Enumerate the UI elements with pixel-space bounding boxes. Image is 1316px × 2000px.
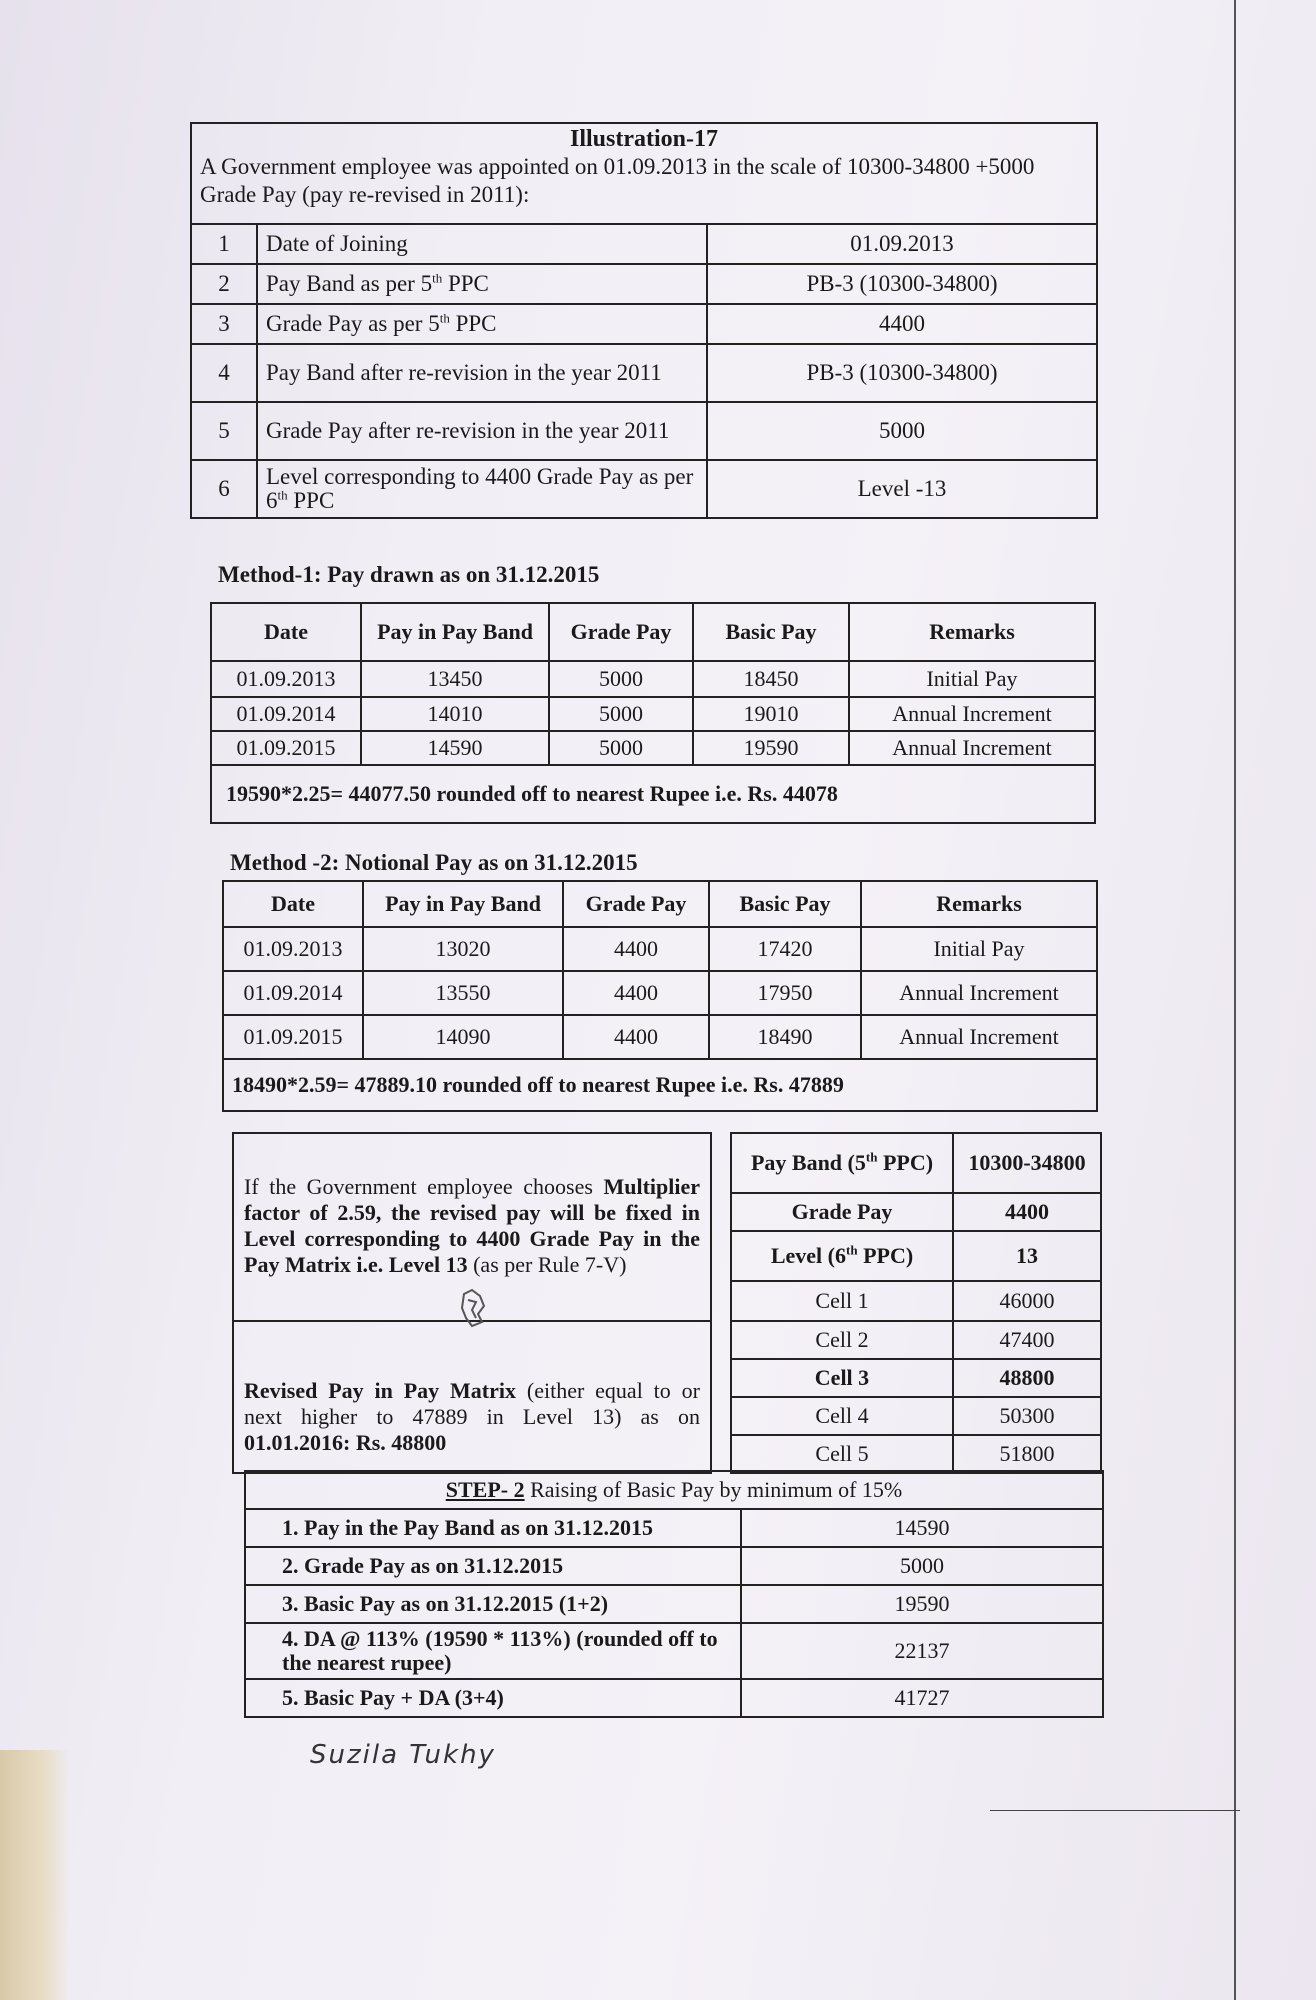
step2-description: Raising of Basic Pay by minimum of 15% [524, 1477, 903, 1502]
table-row [245, 1509, 1103, 1547]
method2-table [222, 880, 1098, 1112]
method2-calculation: 18490*2.59= 47889.10 rounded off to nearest Rupee i.e. Rs. 47889 [223, 1059, 1097, 1111]
cell-date: 01.09.2015 [211, 731, 361, 765]
cell-basic-pay: 18490 [709, 1015, 861, 1059]
bottom-rule [990, 1810, 1240, 1811]
table-row [211, 731, 1095, 765]
column-header: Date [223, 881, 363, 927]
step-item-label: 2. Grade Pay as on 31.12.2015 [245, 1547, 741, 1585]
fixation-note-bold: Multiplier factor of 2.59, the revised pay will be fixed in Level corresponding to 4400 Grade Pay in the Pay Matrix i.e. Level 13 [244, 1174, 700, 1277]
grade-pay-value: 4400 [953, 1193, 1101, 1231]
row-number: 3 [191, 304, 257, 344]
cell-label: Cell 4 [731, 1397, 953, 1435]
cell-date: 01.09.2013 [223, 927, 363, 971]
pay-fixation-table [232, 1132, 1102, 1474]
step-item-label: 3. Basic Pay as on 31.12.2015 (1+2) [245, 1585, 741, 1623]
row-number: 5 [191, 402, 257, 460]
cell-basic-pay: 18450 [693, 661, 849, 697]
row-description: Level corresponding to 4400 Grade Pay as per 6th PPC [257, 460, 707, 518]
step2-table [244, 1470, 1104, 1718]
cell-pay-in-band: 14010 [361, 697, 549, 731]
row-description: Pay Band after re-revision in the year 2011 [257, 344, 707, 402]
row-description: Pay Band as per 5th PPC [257, 264, 707, 304]
cell-grade-pay: 4400 [563, 971, 709, 1015]
cell-label: Cell 1 [731, 1281, 953, 1321]
column-header: Pay in Pay Band [361, 603, 549, 661]
method2-heading: Method -2: Notional Pay as on 31.12.2015 [230, 850, 638, 875]
step-item-value: 14590 [741, 1509, 1103, 1547]
cell-remarks: Initial Pay [861, 927, 1097, 971]
method1-heading: Method-1: Pay drawn as on 31.12.2015 [218, 562, 600, 587]
ink-stamp-icon [458, 1288, 488, 1328]
level-label: Level (6th PPC) [731, 1231, 953, 1281]
illustration-intro: A Government employee was appointed on 01.09.2013 in the scale of 10300-34800 +5000 Grade Pay (pay re-revised in 2011): [191, 153, 1097, 224]
step-item-value: 41727 [741, 1679, 1103, 1717]
cell-basic-pay: 17950 [709, 971, 861, 1015]
cell-date: 01.09.2014 [223, 971, 363, 1015]
method1-table [210, 602, 1096, 824]
column-header: Grade Pay [549, 603, 693, 661]
column-header: Grade Pay [563, 881, 709, 927]
cell-remarks: Annual Increment [861, 1015, 1097, 1059]
step-item-label: 1. Pay in the Pay Band as on 31.12.2015 [245, 1509, 741, 1547]
table-row [233, 1133, 1101, 1193]
cell-grade-pay: 4400 [563, 927, 709, 971]
table-row [191, 224, 1097, 264]
table-row [211, 697, 1095, 731]
row-value: 4400 [707, 304, 1097, 344]
cell-label: Cell 2 [731, 1321, 953, 1359]
cell-label: Cell 3 [731, 1359, 953, 1397]
cell-value: 50300 [953, 1397, 1101, 1435]
table-header-row [211, 603, 1095, 661]
cell-date: 01.09.2015 [223, 1015, 363, 1059]
revised-pay-note-text: (either equal to or next higher to 47889 in Level 13) as on [244, 1378, 700, 1429]
step2-label: STEP- 2 [445, 1477, 525, 1502]
cell-basic-pay: 17420 [709, 927, 861, 971]
revised-pay-note [233, 1321, 711, 1473]
cell-pay-in-band: 13550 [363, 971, 563, 1015]
row-value: 01.09.2013 [707, 224, 1097, 264]
table-row [211, 661, 1095, 697]
cell-grade-pay: 4400 [563, 1015, 709, 1059]
step-item-label: 5. Basic Pay + DA (3+4) [245, 1679, 741, 1717]
column-header: Pay in Pay Band [363, 881, 563, 927]
cell-grade-pay: 5000 [549, 731, 693, 765]
cell-value: 47400 [953, 1321, 1101, 1359]
fixation-note-rule: (as per Rule 7-V) [467, 1252, 627, 1277]
column-header: Basic Pay [693, 603, 849, 661]
row-number: 2 [191, 264, 257, 304]
table-row [245, 1623, 1103, 1679]
level-value: 13 [953, 1231, 1101, 1281]
row-number: 4 [191, 344, 257, 402]
column-header: Basic Pay [709, 881, 861, 927]
cell-value: 48800 [953, 1359, 1101, 1397]
table-header-row [223, 881, 1097, 927]
table-row [223, 927, 1097, 971]
cell-value: 51800 [953, 1435, 1101, 1473]
row-description: Grade Pay after re-revision in the year 2011 [257, 402, 707, 460]
table-row [223, 1015, 1097, 1059]
step-item-label: 4. DA @ 113% (19590 * 113%) (rounded off to the nearest rupee) [245, 1623, 741, 1679]
cell-remarks: Annual Increment [861, 971, 1097, 1015]
row-value: PB-3 (10300-34800) [707, 264, 1097, 304]
step-item-value: 19590 [741, 1585, 1103, 1623]
table-row [223, 971, 1097, 1015]
cell-date: 01.09.2014 [211, 697, 361, 731]
table-row [191, 402, 1097, 460]
cell-pay-in-band: 14590 [361, 731, 549, 765]
table-row [191, 344, 1097, 402]
table-row [191, 264, 1097, 304]
table-row [245, 1547, 1103, 1585]
row-value: Level -13 [707, 460, 1097, 518]
illustration-title: Illustration-17 [191, 123, 1097, 153]
grade-pay-label: Grade Pay [731, 1193, 953, 1231]
pay-band-label: Pay Band (5th PPC) [731, 1133, 953, 1193]
column-header: Remarks [849, 603, 1095, 661]
row-number: 6 [191, 460, 257, 518]
row-description: Grade Pay as per 5th PPC [257, 304, 707, 344]
cell-remarks: Annual Increment [849, 731, 1095, 765]
table-row [191, 460, 1097, 518]
step-item-value: 5000 [741, 1547, 1103, 1585]
table-row [245, 1679, 1103, 1717]
step2-heading [245, 1471, 1103, 1509]
table-footer-row [211, 765, 1095, 823]
table-row [233, 1321, 1101, 1359]
column-header: Date [211, 603, 361, 661]
cell-date: 01.09.2013 [211, 661, 361, 697]
illustration-table [190, 122, 1098, 519]
table-footer-row [223, 1059, 1097, 1111]
cell-pay-in-band: 13020 [363, 927, 563, 971]
handwritten-signature: Suzila Tukhy [310, 1740, 496, 1770]
table-header-row [245, 1471, 1103, 1509]
step-item-value: 22137 [741, 1623, 1103, 1679]
cell-grade-pay: 5000 [549, 697, 693, 731]
page-edge-shadow [0, 1750, 70, 2000]
revised-pay-amount: 01.01.2016: Rs. 48800 [244, 1430, 447, 1455]
cell-remarks: Annual Increment [849, 697, 1095, 731]
cell-basic-pay: 19590 [693, 731, 849, 765]
cell-pay-in-band: 14090 [363, 1015, 563, 1059]
method1-calculation: 19590*2.25= 44077.50 rounded off to nearest Rupee i.e. Rs. 44078 [211, 765, 1095, 823]
page-border-line [1234, 0, 1236, 2000]
cell-pay-in-band: 13450 [361, 661, 549, 697]
cell-grade-pay: 5000 [549, 661, 693, 697]
pay-band-value: 10300-34800 [953, 1133, 1101, 1193]
column-header: Remarks [861, 881, 1097, 927]
row-value: 5000 [707, 402, 1097, 460]
cell-remarks: Initial Pay [849, 661, 1095, 697]
fixation-note-intro: If the Government employee chooses [244, 1174, 604, 1199]
table-row [245, 1585, 1103, 1623]
table-row [191, 304, 1097, 344]
cell-basic-pay: 19010 [693, 697, 849, 731]
revised-pay-note-bold: Revised Pay in Pay Matrix [244, 1378, 517, 1403]
row-description: Date of Joining [257, 224, 707, 264]
cell-label: Cell 5 [731, 1435, 953, 1473]
cell-value: 46000 [953, 1281, 1101, 1321]
row-number: 1 [191, 224, 257, 264]
row-value: PB-3 (10300-34800) [707, 344, 1097, 402]
column-gap [711, 1133, 731, 1473]
